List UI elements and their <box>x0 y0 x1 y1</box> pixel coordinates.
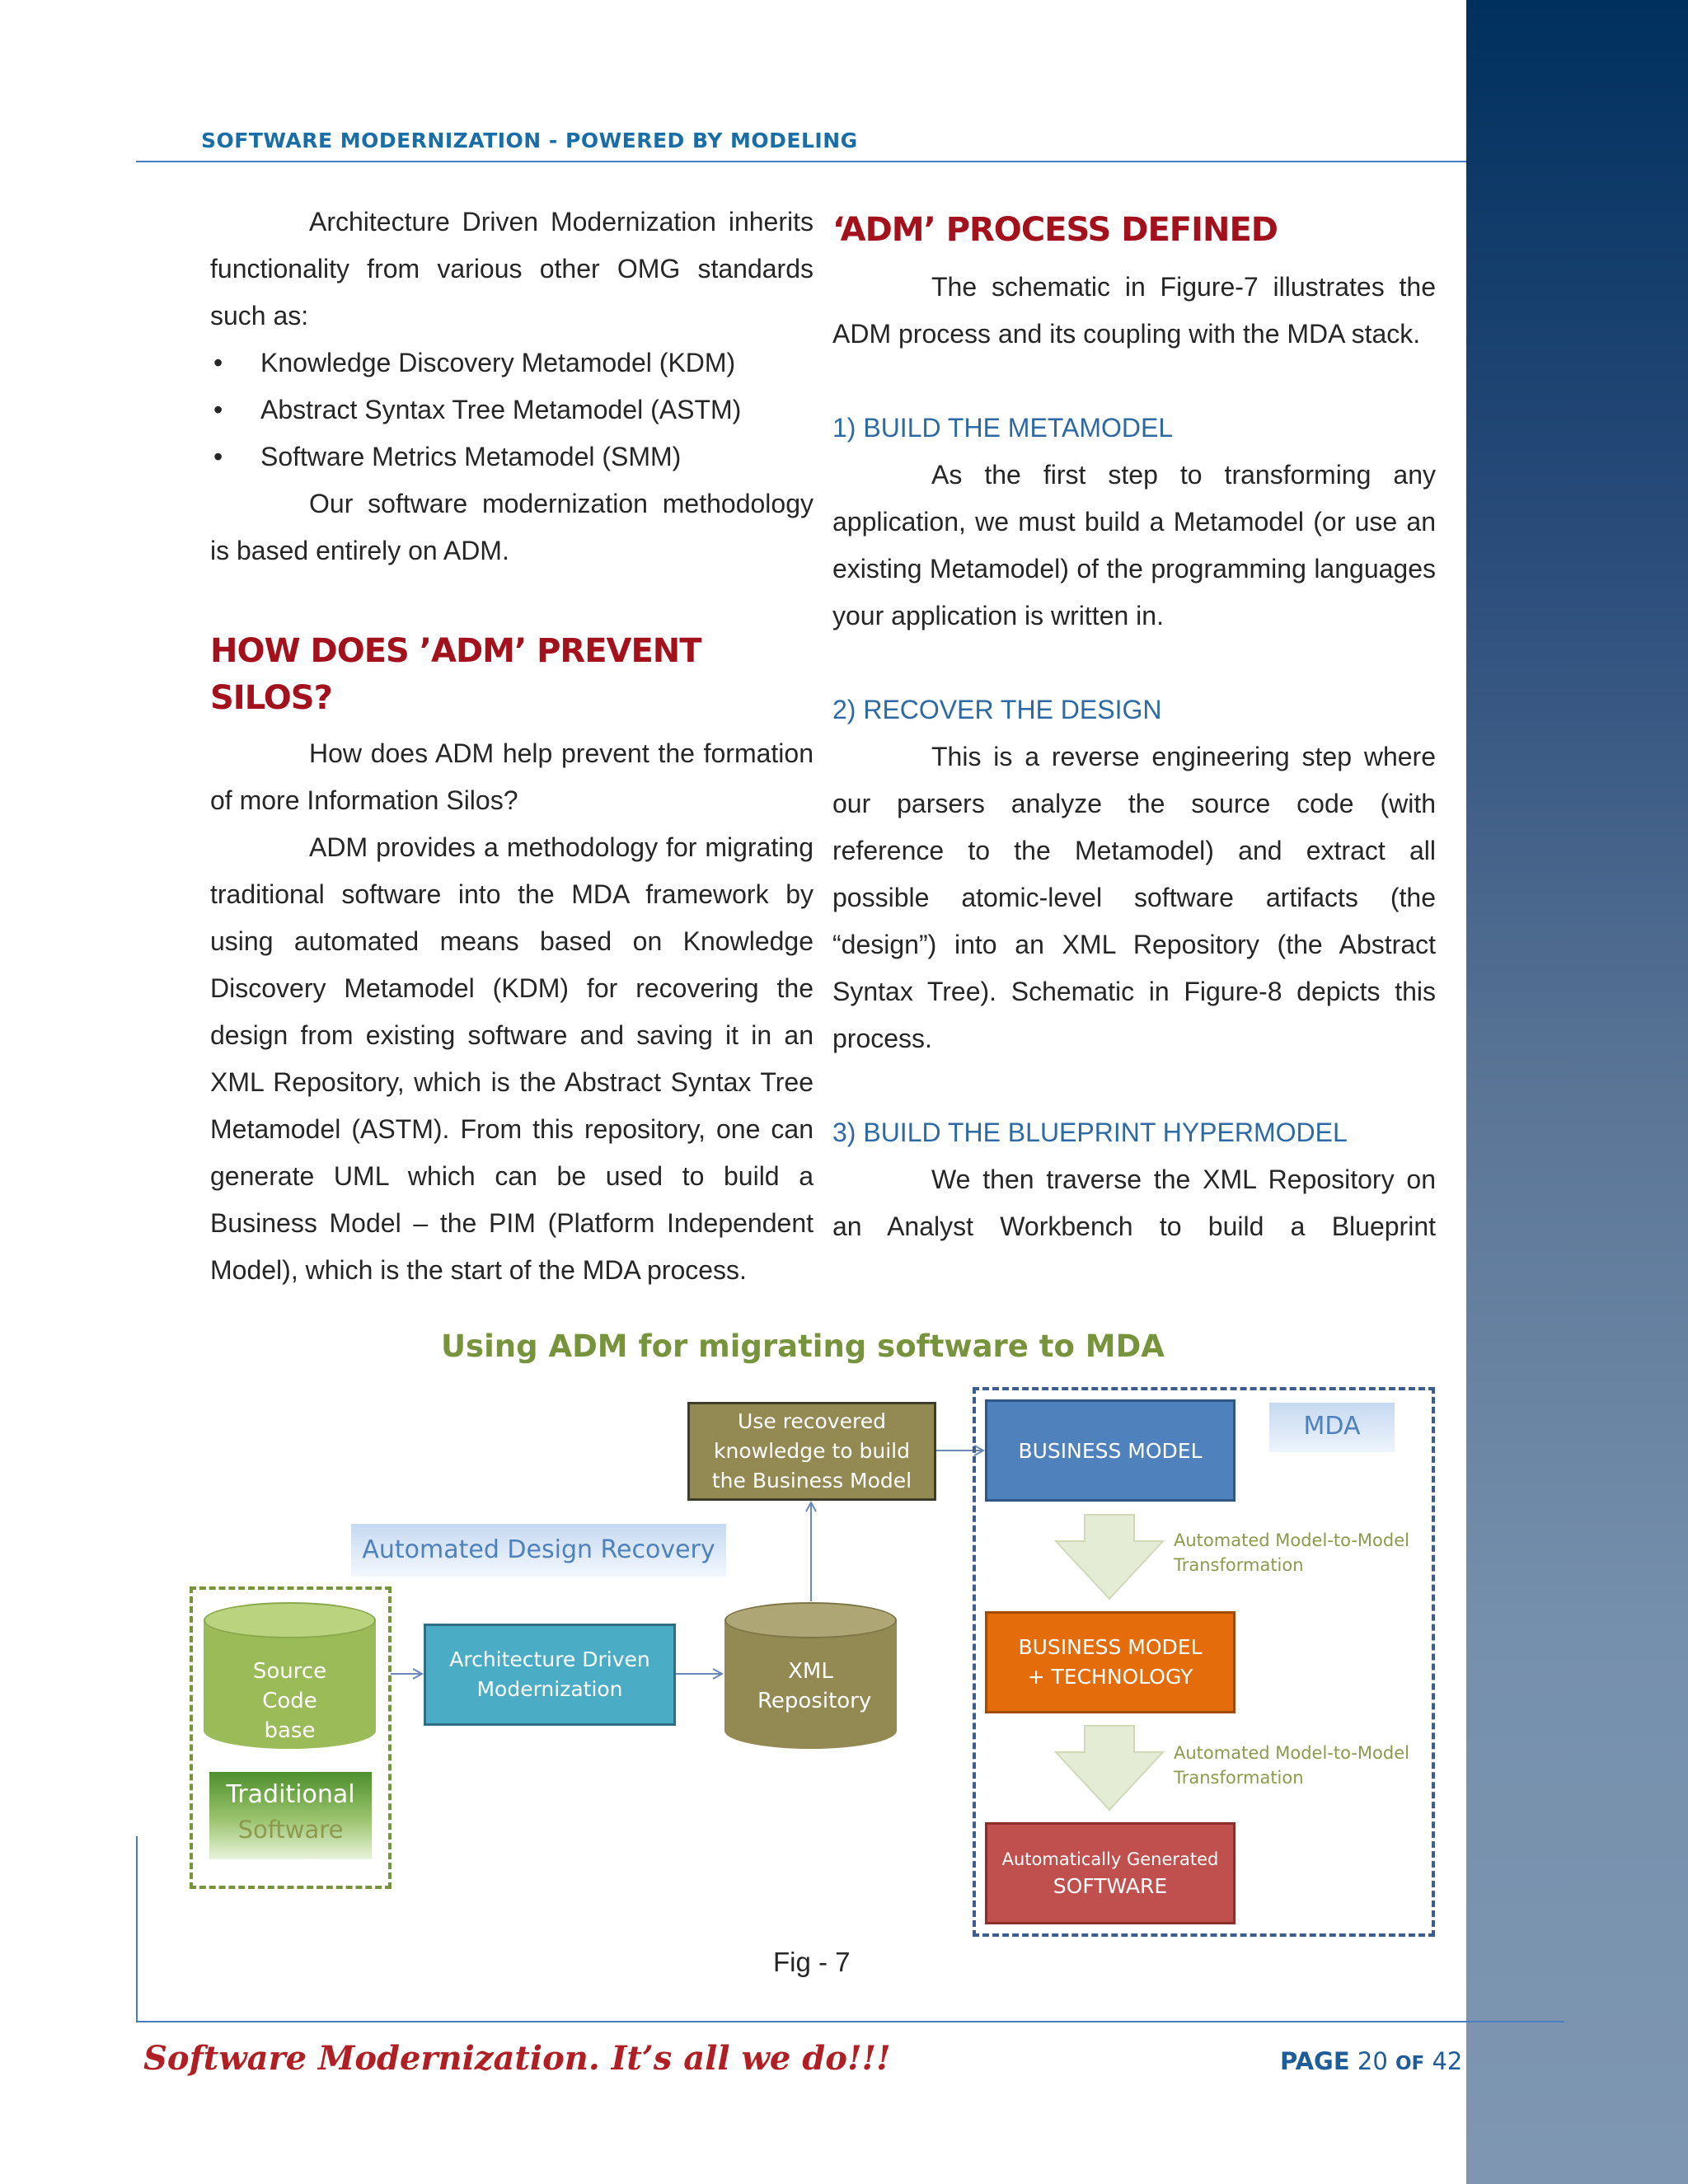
traditional-software-label <box>209 1772 372 1859</box>
software-label: SOFTWARE <box>1053 1874 1168 1898</box>
xml-repository-cylinder <box>724 1602 897 1749</box>
process-intro-paragraph: The schematic in Figure-7 illustrates the ADM process and its coupling with the MDA stack. <box>832 272 1436 349</box>
section-heading-process: ‘ADM’ PROCESS DEFINED <box>832 211 1278 249</box>
software-text: Software <box>237 1816 344 1844</box>
bullet-icon: • <box>213 395 223 424</box>
running-title: SOFTWARE MODERNIZATION - POWERED BY MODELING <box>201 129 858 152</box>
source-code-cylinder <box>204 1602 376 1749</box>
generated-software-box <box>985 1822 1236 1924</box>
question-paragraph: How does ADM help prevent the formation of more Information Silos? <box>210 738 814 815</box>
step-text-blueprint: We then traverse the XML Repository on an Analyst Workbench to build a Blueprint <box>832 1165 1436 1241</box>
step-text-metamodel: As the first step to transforming any application, we must build a Metamodel (or use an existing Metamodel) of the programming languages your application is written in. <box>832 460 1436 630</box>
step-heading-recover: 2) RECOVER THE DESIGN <box>832 695 1162 724</box>
business-model-box: BUSINESS MODEL <box>985 1399 1236 1502</box>
step-heading-blueprint: 3) BUILD THE BLUEPRINT HYPERMODEL <box>832 1118 1348 1147</box>
figure-caption: Fig - 7 <box>773 1947 851 1977</box>
footer-slogan: Software Modernization. It’s all we do!!! <box>143 2039 891 2078</box>
footer-rule <box>136 2021 1564 2022</box>
source-code-label: Source Code base <box>252 1659 327 1743</box>
adm-paragraph: ADM provides a methodology for migrating traditional software into the MDA framework by using automated means based on Knowledge Discovery Metamodel (KDM) for recovering the design from existing software and saving it in an XML Repository, which is the Abstract Syntax Tree Metamodel (ASTM). From this repository, one can generate UML which can be used to build a Business Model – the PIM (Platform Independent Model), which is the start of the MDA process. <box>210 832 814 1285</box>
business-model-technology-box: BUSINESS MODEL + TECHNOLOGY <box>985 1611 1236 1713</box>
methodology-paragraph: Our software modernization methodology is based entirely on ADM. <box>210 489 814 565</box>
generated-label: Automatically Generated <box>1001 1849 1219 1869</box>
transformation-label-2: Automated Model-to-Model Transformation <box>1174 1743 1409 1788</box>
section-heading-silos: HOW DOES ’ADM’ PREVENT SILOS? <box>210 632 701 717</box>
bullet-icon: • <box>213 348 223 377</box>
step-heading-metamodel: 1) BUILD THE METAMODEL <box>832 413 1174 443</box>
list-item: • Abstract Syntax Tree Metamodel (ASTM) <box>210 387 814 434</box>
bullet-icon: • <box>213 442 223 471</box>
list-item: • Software Metrics Metamodel (SMM) <box>210 434 814 480</box>
figure-title: Using ADM for migrating software to MDA <box>441 1329 1165 1364</box>
list-item: • Knowledge Discovery Metamodel (KDM) <box>210 340 814 387</box>
page-number: PAGE 20 OF 42 <box>1280 2047 1463 2075</box>
adm-box: Architecture Driven Modernization <box>424 1624 676 1726</box>
transformation-label-1: Automated Model-to-Model Transformation <box>1174 1530 1409 1575</box>
xml-repository-label: XML Repository <box>757 1659 872 1713</box>
step-text-recover: This is a reverse engineering step where our parsers analyze the source code (with reference to the Metamodel) and extract all possible atomic-level software artifacts (the “design”) into an XML Repository (the Abstract Syntax Tree). Schematic in Figure-8 depicts this process. <box>832 742 1436 1053</box>
footer-vertical-rule <box>136 1836 138 2022</box>
automated-design-recovery-label: Automated Design Recovery <box>351 1524 726 1577</box>
intro-paragraph: Architecture Driven Modernization inherits functionality from various other OMG standards such as: <box>210 207 814 330</box>
use-recovered-knowledge-box: Use recovered knowledge to build the Business Model <box>687 1402 936 1501</box>
mda-label: MDA <box>1269 1403 1395 1452</box>
traditional-text: Traditional <box>226 1780 355 1809</box>
